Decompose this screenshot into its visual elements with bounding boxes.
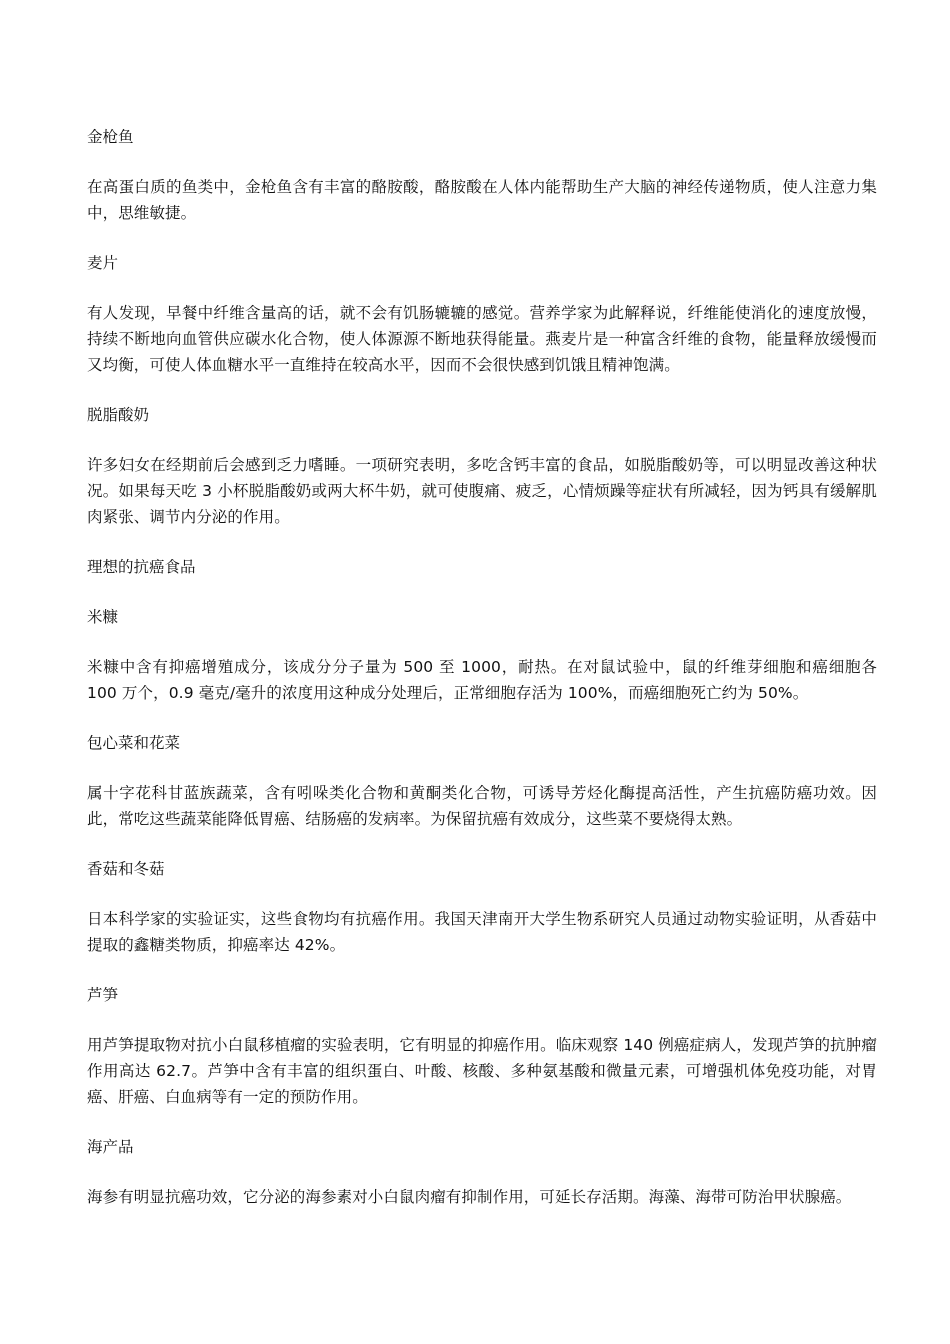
section-body-oatmeal: 有人发现，早餐中纤维含量高的话，就不会有饥肠辘辘的感觉。营养学家为此解释说，纤维能使消化的速度放慢，持续不断地向血管供应碳水化合物，使人体源源不断地获得能量。燕麦片是一种富含纤维的食物，能量释放缓慢而又均衡，可使人体血糖水平一直维持在较高水平，因而不会很快感到饥饿且精神饱满。 <box>87 304 877 374</box>
section-heading-seafood: 海产品 <box>87 1138 134 1156</box>
section-body-mushrooms: 日本科学家的实验证实，这些食物均有抗癌作用。我国天津南开大学生物系研究人员通过动物实验证明，从香菇中提取的鑫糖类物质，抑癌率达 42%。 <box>87 910 877 954</box>
section-heading-mushrooms: 香菇和冬菇 <box>87 860 165 878</box>
section-heading-tuna: 金枪鱼 <box>87 128 134 146</box>
section-body-cabbage-cauliflower: 属十字花科甘蓝族蔬菜，含有吲哚类化合物和黄酮类化合物，可诱导芳烃化酶提高活性，产生抗癌防癌功效。因此，常吃这些蔬菜能降低胃癌、结肠癌的发病率。为保留抗癌有效成分，这些菜不要烧得太熟。 <box>87 784 877 828</box>
section-body-seafood: 海参有明显抗癌功效，它分泌的海参素对小白鼠肉瘤有抑制作用，可延长存活期。海藻、海带可防治甲状腺癌。 <box>87 1188 852 1206</box>
section-heading-cabbage-cauliflower: 包心菜和花菜 <box>87 734 181 752</box>
section-body-yogurt: 许多妇女在经期前后会感到乏力嗜睡。一项研究表明，多吃含钙丰富的食品，如脱脂酸奶等，可以明显改善这种状况。如果每天吃 3 小杯脱脂酸奶或两大杯牛奶，就可使腹痛、疲乏，心情烦躁等症状有所减轻，因为钙具有缓解肌肉紧张、调节内分泌的作用。 <box>87 456 877 526</box>
section-heading-anticancer-foods: 理想的抗癌食品 <box>87 558 196 576</box>
document-page <box>87 124 877 1234</box>
section-body-asparagus: 用芦笋提取物对抗小白鼠移植瘤的实验表明，它有明显的抑癌作用。临床观察 140 例癌症病人，发现芦笋的抗肿瘤作用高达 62.7。芦笋中含有丰富的组织蛋白、叶酸、核酸、多种氨基酸和微量元素，可增强机体免疫功能，对胃癌、肝癌、白血病等有一定的预防作用。 <box>87 1036 877 1106</box>
section-heading-rice-bran: 米糠 <box>87 608 119 626</box>
section-heading-yogurt: 脱脂酸奶 <box>87 406 150 424</box>
section-body-tuna: 在高蛋白质的鱼类中，金枪鱼含有丰富的酪胺酸，酪胺酸在人体内能帮助生产大脑的神经传递物质，使人注意力集中，思维敏捷。 <box>87 178 877 222</box>
section-heading-asparagus: 芦笋 <box>87 986 119 1004</box>
section-heading-oatmeal: 麦片 <box>87 254 119 272</box>
section-body-rice-bran: 米糠中含有抑癌增殖成分，该成分分子量为 500 至 1000，耐热。在对鼠试验中，鼠的纤维芽细胞和癌细胞各 100 万个，0.9 毫克/毫升的浓度用这种成分处理后，正常细胞存活为 100%，而癌细胞死亡约为 50%。 <box>87 658 877 702</box>
